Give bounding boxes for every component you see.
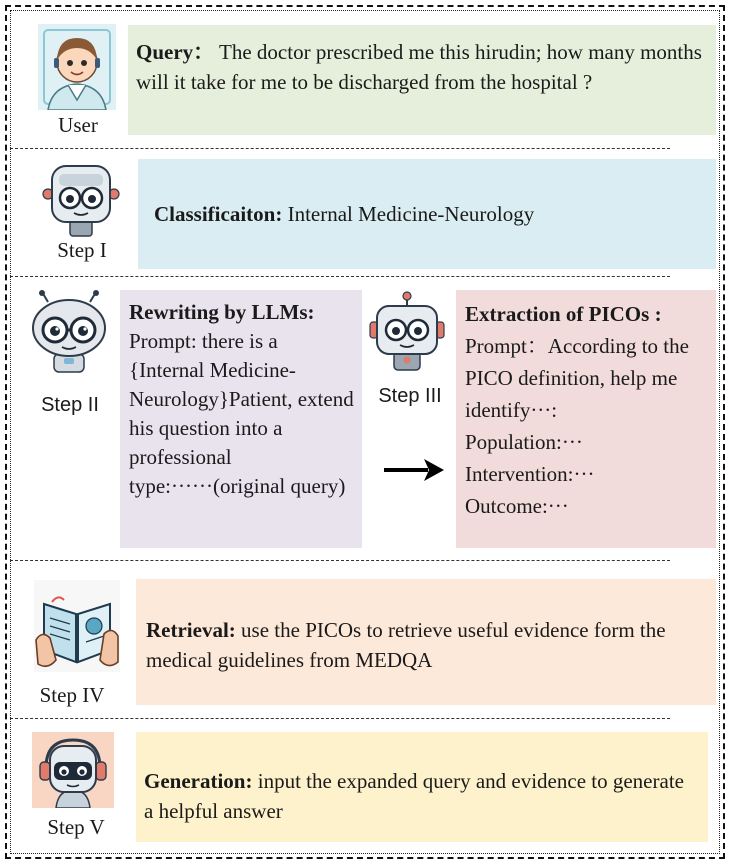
classification-box	[138, 159, 716, 269]
query-text: The doctor prescribed me this hirudin; how many months will it take for me to be discharged from the hospital ?	[136, 40, 702, 94]
separator-4	[10, 718, 670, 719]
extraction-outcome: Outcome:···	[465, 494, 569, 518]
retrieval-text: use the PICOs to retrieve useful evidence form the medical guidelines from MEDQA	[146, 618, 666, 672]
user-avatar-icon	[38, 24, 116, 110]
step5-caption: Step V	[47, 815, 105, 839]
robot-icon	[366, 290, 448, 372]
separator-2	[10, 276, 670, 277]
query-box	[128, 25, 716, 135]
robot-icon	[40, 158, 122, 238]
generation-text: input the expanded query and evidence to generate a helpful answer	[144, 769, 684, 823]
rewriting-label: Rewriting by LLMs:	[129, 300, 315, 324]
generation-label: Generation:	[144, 769, 253, 793]
extraction-population: Population:···	[465, 430, 583, 454]
rewriting-text: Prompt: there is a {Internal Medicine-Neurology}Patient, extend his question into a professional type:······(original query)	[129, 329, 354, 498]
arrow-right-icon	[382, 456, 446, 484]
retrieval-box	[136, 579, 716, 705]
rewriting-box	[120, 290, 362, 548]
step2-caption: Step II	[41, 394, 99, 416]
book-reading-icon	[34, 580, 120, 672]
query-label: Query：	[136, 40, 215, 64]
extraction-label: Extraction of PICOs :	[465, 302, 662, 326]
extraction-prompt: Prompt：According to the PICO definition, help me identify···:	[465, 334, 689, 422]
separator-3	[10, 560, 670, 561]
extraction-box	[456, 290, 716, 548]
separator-1	[10, 148, 670, 149]
classification-text: Internal Medicine-Neurology	[287, 202, 535, 226]
robot-headphones-icon	[32, 732, 114, 808]
generation-box	[136, 732, 708, 842]
robot-icon	[26, 290, 112, 374]
extraction-intervention: Intervention:···	[465, 462, 595, 486]
step3-caption: Step III	[378, 385, 442, 407]
retrieval-label: Retrieval:	[146, 618, 236, 642]
classification-label: Classificaiton:	[154, 202, 283, 226]
step4-caption: Step IV	[39, 683, 105, 707]
step1-caption: Step I	[57, 238, 107, 262]
user-caption: User	[58, 113, 98, 137]
